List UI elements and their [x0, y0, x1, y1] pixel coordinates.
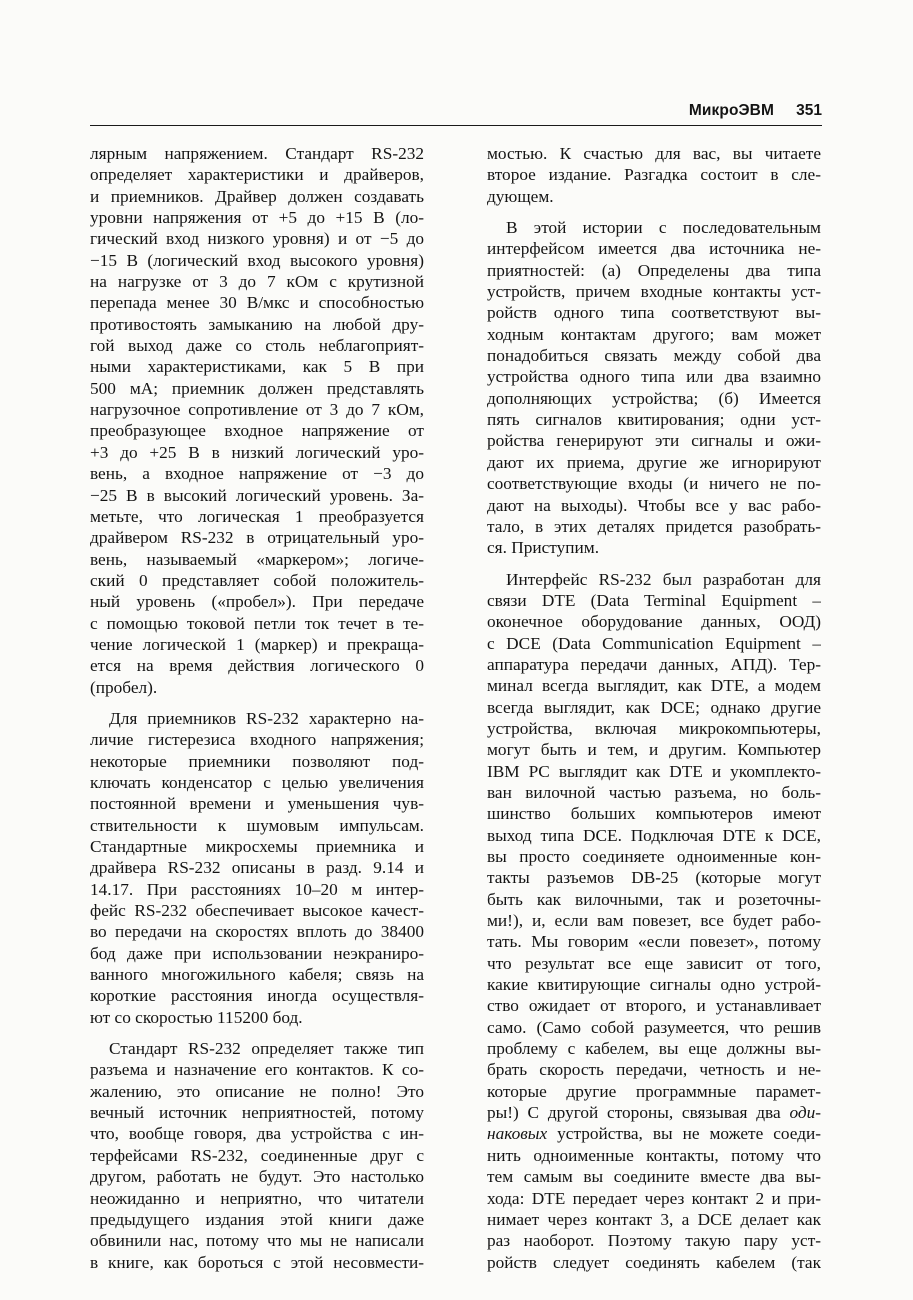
text-line: могут быть и тем, и другим. Компьютер: [487, 740, 821, 760]
text-line: хода: DTE передает через контакт 2 и при-: [487, 1188, 821, 1208]
running-header: [90, 102, 822, 126]
text-line: ными характеристиками, как 5 В при: [90, 357, 424, 377]
text-line: дующем.: [487, 186, 554, 206]
paragraph: [487, 217, 821, 559]
text-line: ство ожидает от второго, и устанавливает: [487, 996, 821, 1016]
text-line: терфейсами RS-232, соединенные друг с: [90, 1145, 424, 1165]
text-line: тем самым вы соедините вместе два вы-: [487, 1167, 821, 1187]
text-line: дают их приема, другие же игнорируют: [487, 452, 821, 472]
text-line: связи DTE (Data Terminal Equipment –: [487, 590, 821, 610]
text-line: лярным напряжением. Стандарт RS-232: [90, 144, 424, 163]
text-line: пять сигналов квитирования; одни уст-: [487, 410, 821, 430]
text-line: обвинили нас, потому что мы не написали: [90, 1231, 424, 1251]
text-line: ется на время действия логического 0: [90, 656, 424, 676]
text-line: другом, работать не будут. Это настолько: [90, 1167, 424, 1187]
paragraph-gap: [487, 207, 821, 217]
paragraph-gap: [487, 559, 821, 569]
text-line: ройств одного типа соответствуют вы-: [487, 303, 821, 323]
text-line: ройства генерируют эти сигналы и ожи-: [487, 431, 821, 451]
text-line: с DCE (Data Communication Equipment –: [487, 633, 821, 653]
text-line: шинство больших компьютеров имеют: [487, 804, 821, 824]
right-column: [487, 143, 821, 1273]
text-line: тать. Мы говорим «если повезет», потому: [487, 932, 821, 952]
text-line: с помощью токовой петли ток течет в те-: [90, 613, 424, 633]
text-line: тало, в этих деталях придется разобрать-: [487, 516, 821, 536]
text-line: соответствующие входы (и ничего не по-: [487, 474, 821, 494]
text-line: [487, 1123, 821, 1144]
text-line: драйвером RS-232 в отрицательный уро-: [90, 528, 424, 548]
text-line: жалению, это описание не полно! Это: [90, 1081, 424, 1101]
text-line: вень, называемый «маркером»; логиче-: [90, 549, 424, 569]
text-line: ми!), и, если вам повезет, все будет рабо-: [487, 911, 821, 931]
text-line: −15 В (логический вход высокого уровня): [90, 250, 424, 270]
text-line: [487, 1102, 821, 1123]
text-line: метьте, что логическая 1 преобразуется: [90, 506, 424, 526]
text-line: устройств, причем входные контакты уст-: [487, 282, 821, 302]
text-line: противостоять замыканию на любой дру-: [90, 314, 424, 334]
text-line: 14.17. При расстояниях 10–20 м интер-: [90, 879, 424, 899]
text-line: которые другие программные парамет-: [487, 1081, 821, 1101]
text-line: постоянной времени и уменьшения чув-: [90, 794, 424, 814]
text-line: вечный источник неприятностей, потому: [90, 1103, 424, 1123]
text-line: в книге, как бороться с этой несовмести-: [90, 1252, 424, 1272]
text-line: проблему с кабелем, вы еще должны вы-: [487, 1039, 821, 1059]
text-line: такты разъемов DB-25 (которые могут: [487, 868, 821, 888]
running-title: МикроЭВМ: [688, 102, 774, 119]
text-line: всегда выглядит, как DCE; однако другие: [487, 697, 821, 717]
text-line: вень, а входное напряжение от −3 до: [90, 464, 424, 484]
text-line: фейс RS-232 обеспечивает высокое качест-: [90, 901, 424, 921]
text-line: вы просто соединяете одноименные кон-: [487, 847, 821, 866]
text-line: быть как вилочными, так и розеточны-: [487, 889, 821, 909]
text-line: короткие расстояния иногда осуществля-: [90, 986, 424, 1006]
text-line: что, вообще говоря, два устройства с ин-: [90, 1124, 424, 1144]
text-line: драйвера RS-232 описаны в разд. 9.14 и: [90, 858, 424, 878]
text-line: оконечное оборудование данных, ООД): [487, 612, 821, 632]
text-fragment: ры!) С другой стороны, связывая два: [487, 1103, 790, 1123]
left-column: [90, 143, 424, 1273]
text-line: ствительности к шумовым импульсам.: [90, 815, 424, 835]
text-line: разъема и назначение его контактов. К со-: [90, 1060, 424, 1080]
text-line: −25 В в высокий логический уровень. За-: [90, 485, 424, 505]
text-fragment: устройства, вы не можете соеди-: [547, 1124, 821, 1144]
text-line: аппаратура передачи данных, АПД). Тер-: [487, 654, 821, 674]
text-line: Интерфейс RS-232 был разработан для: [506, 569, 821, 589]
text-line: мостью. К счастью для вас, вы читаете: [487, 144, 821, 163]
text-line: предыдущего издания этой книги даже: [90, 1209, 424, 1229]
text-line: дополняющих устройства; (б) Имеется: [487, 388, 821, 408]
text-line: ройств следует соединять кабелем (так: [487, 1252, 821, 1272]
paragraph: [487, 143, 821, 207]
text-line: ский 0 представляет собой положитель-: [90, 570, 424, 590]
text-line: перепада менее 30 В/мкс и способностью: [90, 293, 424, 313]
text-line: Стандарт RS-232 определяет также тип: [109, 1039, 424, 1059]
text-line: уровни напряжения от +5 до +15 В (ло-: [90, 208, 424, 228]
paragraph-gap: [90, 698, 424, 708]
text-line: ключать конденсатор с целью увеличения: [90, 772, 424, 792]
text-line: гический вход низкого уровня) и от −5 до: [90, 229, 424, 249]
text-line: бод даже при использовании неэкраниро-: [90, 943, 424, 963]
text-line: что результат все еще зависит от того,: [487, 953, 821, 973]
paragraph: [487, 569, 821, 1273]
text-line: ванного многожильного кабеля; связь на: [90, 965, 424, 985]
text-line: неожиданно и неприятно, что читатели: [90, 1188, 424, 1208]
text-line: приятностей: (а) Определены два типа: [487, 260, 821, 280]
text-line: чение логической 1 (маркер) и прекраща-: [90, 634, 424, 654]
text-line: дают на выходы). Чтобы все у вас рабо-: [487, 495, 821, 515]
text-line: нагрузочное сопротивление от 3 до 7 кОм,: [90, 400, 424, 420]
text-line: преобразующее входное напряжение от: [90, 421, 424, 441]
text-line: на нагрузке от 3 до 7 кОм с крутизной: [90, 272, 424, 292]
text-line: и приемников. Драйвер должен создавать: [90, 186, 424, 206]
text-line: выход типа DCE. Подключая DTE к DCE,: [487, 825, 821, 845]
text-line: устройства, включая микрокомпьютеры,: [487, 718, 821, 738]
text-line: минал всегда выглядит, как DTE, а модем: [487, 676, 821, 696]
text-line: понадобиться связать между собой два: [487, 346, 821, 366]
text-line: личие гистерезиса входного напряжения;: [90, 730, 424, 750]
text-line: второе издание. Разгадка состоит в сле-: [487, 165, 821, 185]
text-line: (пробел).: [90, 677, 158, 697]
text-line: какие квитирующие сигналы одно устрой-: [487, 975, 821, 995]
text-line: ный уровень («пробел»). При передаче: [90, 592, 424, 612]
text-line: определяет характеристики и драйверов,: [90, 165, 424, 185]
text-line: нить одноименные контакты, потому что: [487, 1145, 821, 1165]
text-line: +3 до +25 В в низкий логический уро-: [90, 442, 424, 462]
paragraph: [90, 1038, 424, 1273]
text-line: Стандартные микросхемы приемника и: [90, 837, 424, 856]
text-line: раз наоборот. Поэтому такую пару уст-: [487, 1231, 821, 1251]
text-line: Для приемников RS-232 характерно на-: [109, 708, 424, 728]
text-line: ван вилочной частью разъема, но боль-: [487, 782, 821, 802]
paragraph-gap: [90, 1028, 424, 1038]
text-line: само. (Само собой разумеется, что решив: [487, 1017, 821, 1037]
italic-fragment: наковых: [487, 1124, 548, 1144]
text-line: ют со скоростью 115200 бод.: [90, 1007, 303, 1027]
text-line: гой выход даже со столь неблагоприят-: [90, 336, 424, 356]
text-line: В этой истории с последовательным: [506, 218, 821, 238]
italic-fragment: оди-: [789, 1103, 821, 1123]
text-line: ся. Приступим.: [487, 538, 600, 558]
text-line: брать скорость передачи, четность и не-: [487, 1060, 821, 1080]
paragraph: [90, 143, 424, 698]
text-line: нимает через контакт 3, а DCE делает как: [487, 1209, 821, 1229]
text-line: IBM PC выглядит как DTE и укомплекто-: [487, 761, 821, 781]
text-line: интерфейсом имеется два источника не-: [487, 239, 821, 259]
page-number: 351: [796, 102, 822, 119]
text-line: устройства одного типа или два взаимно: [487, 367, 821, 387]
text-line: во передачи на скоростях вплоть до 38400: [90, 922, 424, 942]
paragraph: [90, 708, 424, 1028]
text-line: 500 мА; приемник должен представлять: [90, 378, 424, 398]
text-line: ходным контактам другого; вам может: [487, 324, 821, 344]
text-line: некоторые приемники позволяют под-: [90, 751, 424, 771]
